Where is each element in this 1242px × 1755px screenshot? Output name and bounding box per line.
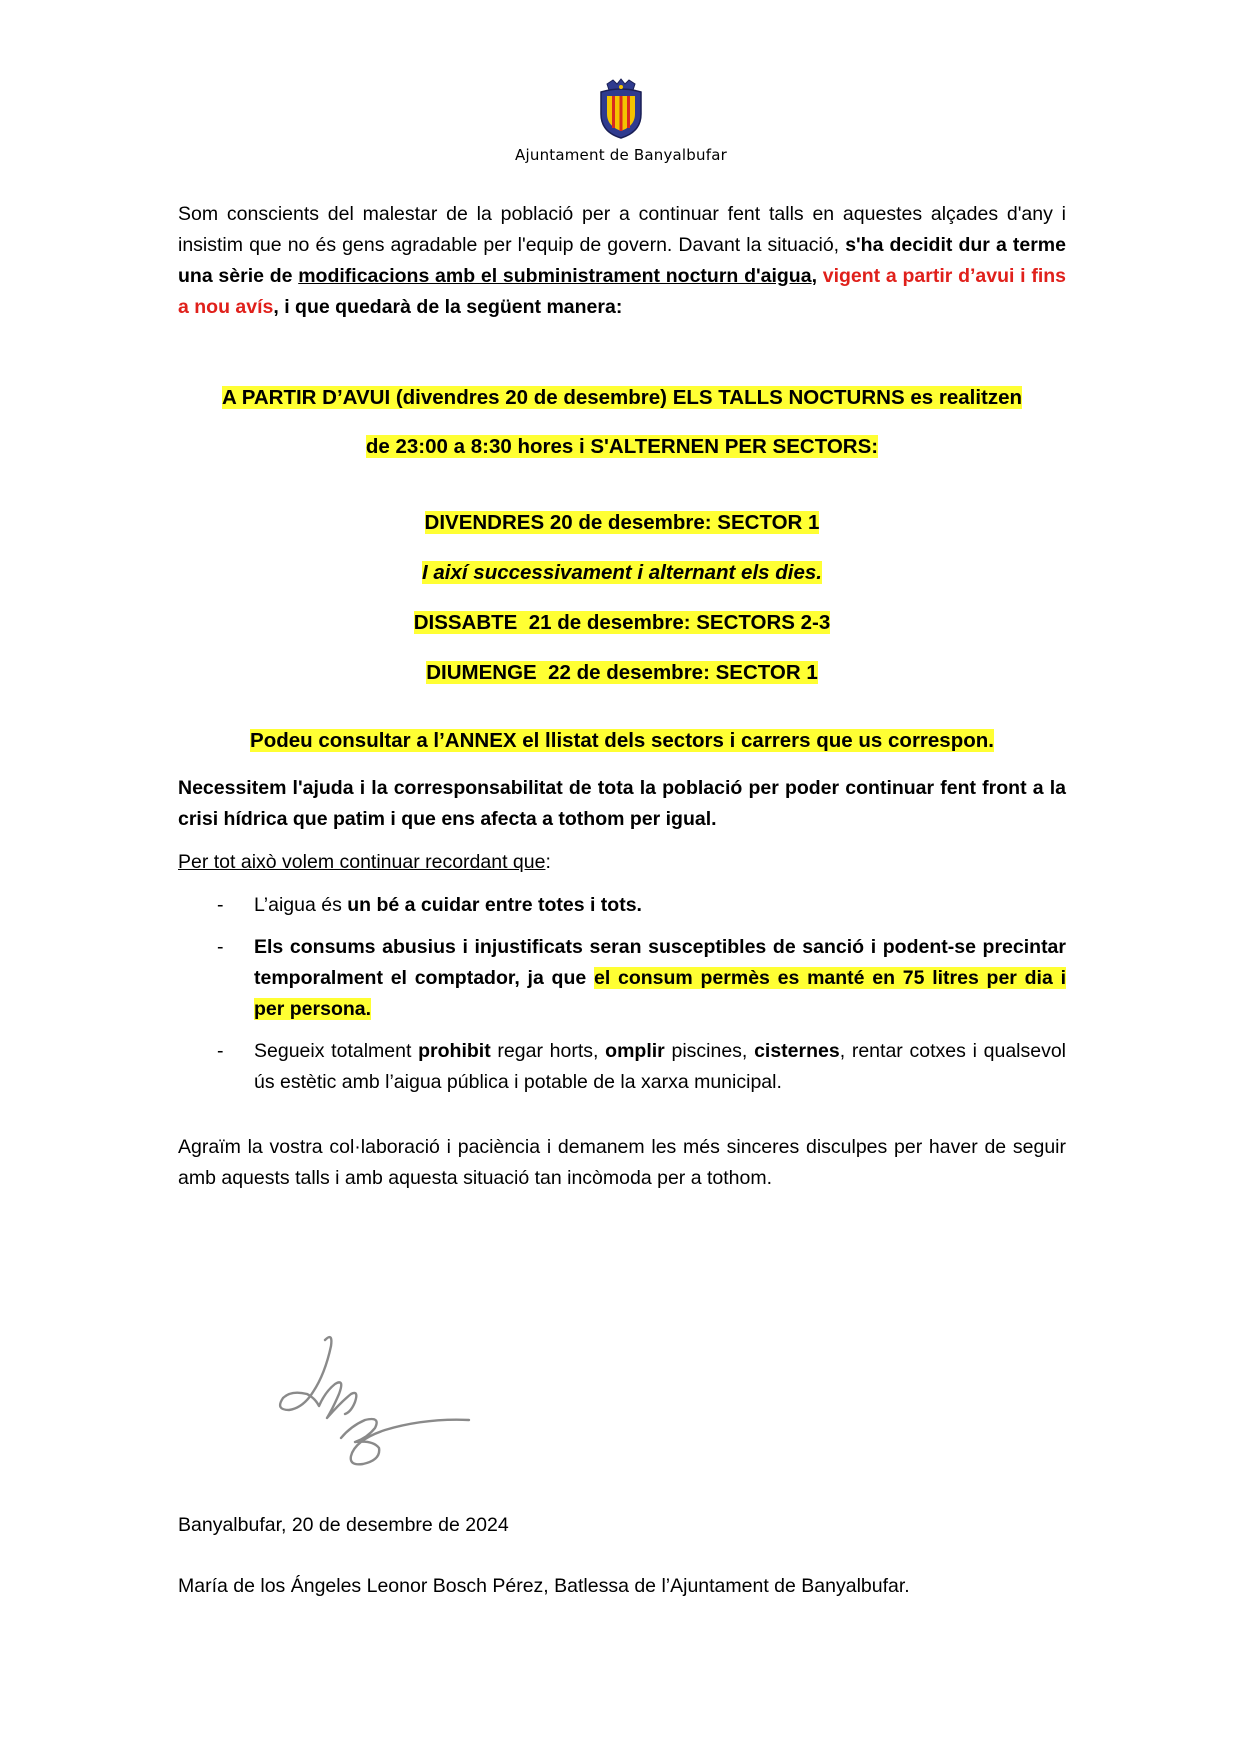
letter-body: [178, 199, 1066, 1194]
place-date: Banyalbufar, 20 de desembre de 2024: [178, 1514, 509, 1536]
list-item-text: piscines,: [664, 1040, 755, 1062]
list-item: [178, 932, 1066, 1025]
reminder-list: [178, 890, 1066, 1098]
schedule-note: I així successivament i alternant els dies.: [422, 561, 822, 584]
list-item-bold: Els consums abusius i injustificats seran susceptibles de sanció i podent-se precintar temporalment el comptador, ja que: [254, 936, 1066, 989]
list-item-bold: prohibit: [418, 1040, 491, 1062]
list-dash: -: [217, 936, 224, 958]
list-item-bold: un bé a cuidar entre totes i tots.: [347, 894, 642, 916]
letterhead: [0, 78, 1242, 164]
list-item-text: , rentar cotxes i qualsevol ús estètic amb l’aigua pública i potable de la xarxa municipal.: [254, 1040, 1067, 1093]
schedule-day-2: DISSABTE 21 de desembre: SECTORS 2-3: [413, 611, 831, 634]
list-item-bold: cisternes: [754, 1040, 840, 1062]
intro-text-1: Som conscients del malestar de la població per a continuar fent talls en aquestes alçades d'any i insistim que no és gens agradable per l'equip de govern. Davant la situació,: [178, 203, 1066, 256]
intro-paragraph: [178, 199, 1066, 323]
list-item-text: Segueix totalment: [254, 1040, 419, 1062]
intro-text-6: , i que quedarà de la següent manera:: [273, 296, 623, 318]
schedule-day-3-wrap: [178, 661, 1066, 685]
signatory: María de los Ángeles Leonor Bosch Pérez, Batlessa de l’Ajuntament de Banyalbufar.: [178, 1575, 910, 1597]
reminder-lead-text: Per tot això volem continuar recordant que: [178, 851, 546, 873]
list-item-text: L’aigua és: [254, 894, 348, 916]
intro-text-3: modificacions amb el subministrament nocturn d'aigua: [298, 265, 812, 287]
annex-note-wrap: [178, 729, 1066, 753]
announcement-line-1-wrap: [178, 386, 1066, 410]
announcement-line-2: de 23:00 a 8:30 hores i S'ALTERNEN PER SECTORS:: [365, 435, 879, 458]
intro-text-5: vigent a partir d’avui i fins a nou avís: [178, 265, 1067, 318]
schedule-day-1-wrap: [178, 511, 1066, 535]
municipal-crest-icon: [595, 78, 647, 140]
thanks-paragraph: Agraïm la vostra col·laboració i paciència i demanem les més sinceres disculpes per haver de seguir amb aquests talls i amb aquesta situació tan incòmoda per a tothom.: [178, 1136, 1066, 1189]
list-item-bold: omplir: [605, 1040, 665, 1062]
handwritten-signature: [255, 1328, 485, 1478]
reminder-lead: [178, 847, 1066, 878]
organization-name: Ajuntament de Banyalbufar: [515, 146, 727, 164]
list-item: [178, 1036, 1066, 1098]
announcement-line-1: A PARTIR D’AVUI (divendres 20 de desembre) ELS TALLS NOCTURNS es realitzen: [221, 386, 1023, 409]
schedule-note-wrap: [178, 561, 1066, 585]
list-dash: -: [217, 1040, 224, 1062]
list-dash: -: [217, 894, 224, 916]
list-item: [178, 890, 1066, 921]
schedule-day-1: DIVENDRES 20 de desembre: SECTOR 1: [424, 511, 820, 534]
list-item-highlight: el consum permès es manté en 75 litres per dia i per persona.: [254, 967, 1066, 1020]
schedule-day-2-wrap: [178, 611, 1066, 635]
request-paragraph: Necessitem l'ajuda i la corresponsabilitat de tota la població per poder continuar fent front a la crisi hídrica que patim i que ens afecta a tothom per igual.: [178, 777, 1066, 830]
intro-text-2: s'ha decidit dur a terme una sèrie de: [178, 234, 1066, 287]
announcement-line-2-wrap: [178, 435, 1066, 459]
intro-text-4: ,: [811, 265, 823, 287]
annex-note: Podeu consultar a l’ANNEX el llistat dels sectors i carrers que us correspon.: [250, 729, 994, 752]
schedule-day-3: DIUMENGE 22 de desembre: SECTOR 1: [426, 661, 818, 684]
reminder-lead-colon: :: [545, 851, 551, 873]
list-item-text: regar horts,: [490, 1040, 606, 1062]
